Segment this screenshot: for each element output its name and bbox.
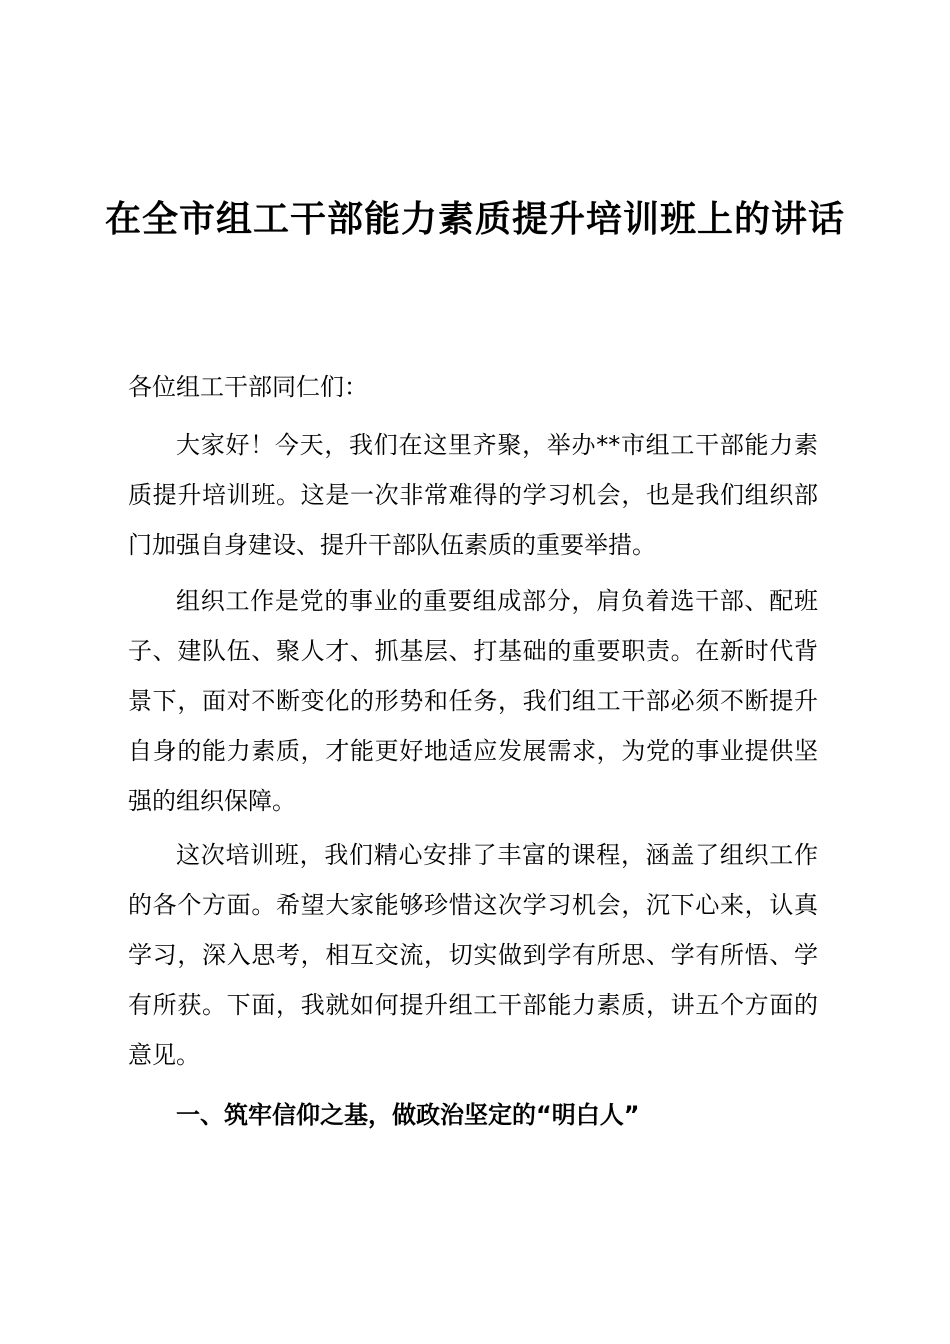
paragraph-2: 组织工作是党的事业的重要组成部分，肩负着选干部、配班子、建队伍、聚人才、抓基层、打基础的重要职责。在新时代背景下，面对不断变化的形势和任务，我们组工干部必须不断提升自身的能力素质，才能更好地适应发展需求，为党的事业提供坚强的组织保障。 [128, 587, 818, 815]
paragraph-3: 这次培训班，我们精心安排了丰富的课程，涵盖了组织工作的各个方面。希望大家能够珍惜这次学习机会，沉下心来，认真学习，深入思考，相互交流，切实做到学有所思、学有所悟、学有所获。下面，我就如何提升组工干部能力素质，讲五个方面的意见。 [128, 841, 818, 1069]
section-heading-1: 一、筑牢信仰之基，做政治坚定的“明白人” [176, 1101, 640, 1129]
salutation: 各位组工干部同仁们： [128, 373, 368, 401]
paragraph-1: 大家好！今天，我们在这里齐聚，举办**市组工干部能力素质提升培训班。这是一次非常难得的学习机会，也是我们组织部门加强自身建设、提升干部队伍素质的重要举措。 [128, 431, 818, 559]
document-title: 在全市组工干部能力素质提升培训班上的讲话 [104, 199, 845, 240]
